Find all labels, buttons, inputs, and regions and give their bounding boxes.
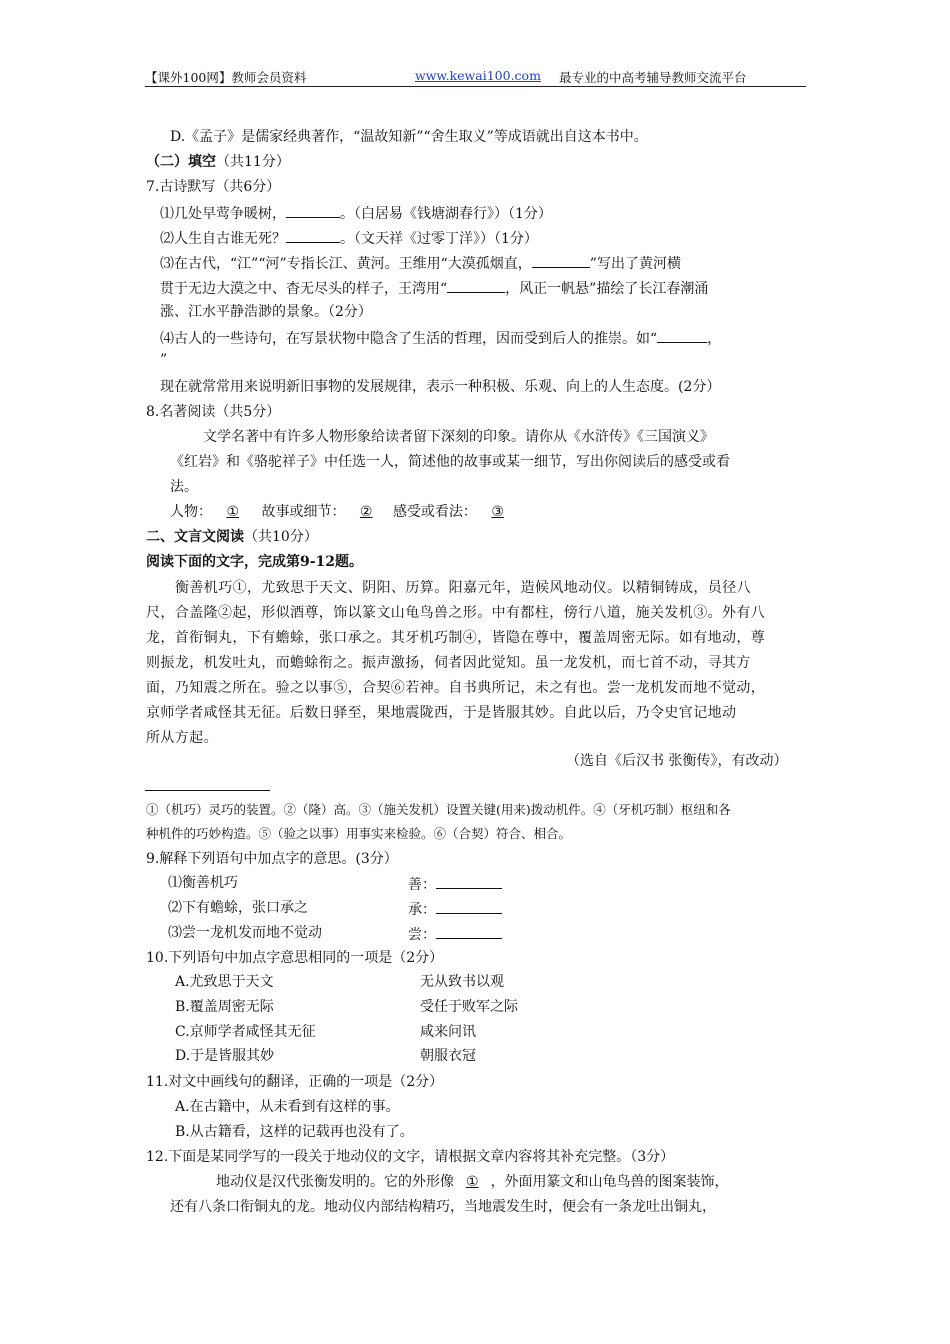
- q9-2: ⑵下有蟾蜍，张口承之: [168, 900, 308, 916]
- q7-title: 7.古诗默写（共6分）: [146, 179, 281, 195]
- q7-3-line1: [160, 252, 681, 274]
- q8-prompt-2: 《红岩》和《骆驼祥子》中任选一人，简述他的故事或某一细节，写出你阅读后的感受或看: [170, 454, 730, 470]
- q9-1: ⑴衡善机巧: [168, 875, 238, 891]
- passage-line-4: 则振龙，机发吐丸，而蟾蜍衔之。振声激扬，伺者因此觉知。虽一龙发机，而七首不动，寻其方: [146, 655, 751, 671]
- q9-2-key: 承：: [408, 902, 436, 918]
- q10-option-a[interactable]: A.尤致思于天文: [175, 974, 274, 990]
- q9-3: ⑶尝一龙机发而地不觉动: [168, 925, 322, 941]
- q12-line-1: [216, 1172, 729, 1192]
- q10-option-c[interactable]: C.京师学者咸怪其无征: [175, 1024, 316, 1040]
- q7-4-line1: [160, 327, 721, 349]
- q7-2-source: 。（文天祥《过零丁洋》）（1分）: [340, 231, 538, 247]
- q8-story-blank[interactable]: ②: [359, 504, 373, 520]
- q7-1: [160, 202, 552, 224]
- passage-line-6: 京师学者咸怪其无征。后数日驿至，果地震陇西，于是皆服其妙。自此以后，乃令史官记地动: [146, 705, 737, 721]
- q7-1-blank[interactable]: [286, 202, 340, 218]
- q8-title: 8.名著阅读（共5分）: [146, 404, 281, 420]
- q7-3-text-c: 贯于无边大漠之中、杳无尽头的样子，王湾用“: [160, 281, 448, 297]
- passage-source: （选自《后汉书 张衡传》，有改动）: [566, 753, 788, 769]
- passage-line-5: 面，乃知震之所在。验之以事⑤，合契⑥若神。自书典所记，未之有也。尝一龙机发而地不觉动，: [146, 680, 766, 696]
- section-fill-blank: [146, 152, 290, 172]
- footnote-divider: [145, 790, 270, 791]
- q7-3-text-a: ⑶在古代，“江”“河”专指长江、黄河。王维用“大漠孤烟直，: [160, 256, 532, 272]
- q9-3-key: 尝：: [408, 927, 436, 943]
- q9-title: 9.解释下列语句中加点字的意思。(3分）: [146, 851, 398, 867]
- q8-feeling-blank[interactable]: ③: [491, 504, 504, 520]
- q12-blank-1[interactable]: ①: [466, 1174, 479, 1190]
- section-classical-score: （共10分）: [244, 529, 318, 545]
- q10-option-d-compare: 朝服衣冠: [420, 1048, 476, 1064]
- q9-3-blank[interactable]: [436, 923, 502, 939]
- q7-1-text: ⑴几处早莺争暖树，: [160, 206, 286, 222]
- q7-3-blank-2[interactable]: [447, 277, 505, 293]
- q12-line-2: 还有八条口衔铜丸的龙。地动仪内部结构精巧，当地震发生时，便会有一条龙吐出铜丸，: [170, 1199, 716, 1215]
- q9-1-blank[interactable]: [436, 873, 502, 889]
- q10-option-b[interactable]: B.覆盖周密无际: [175, 999, 274, 1015]
- reading-instruction: 阅读下面的文字，完成第9-12题。: [146, 554, 364, 570]
- q7-4-text-a: ⑷古人的一些诗句，在写景状物中隐含了生活的哲理，因而受到后人的推崇。如“: [160, 331, 658, 347]
- q8-answer-row: [170, 502, 514, 522]
- passage-line-7: 所从方起。: [146, 730, 218, 746]
- q11-title: 11.对文中画线句的翻译，正确的一项是（2分）: [146, 1074, 444, 1090]
- passage-line-2: 尺，合盖隆②起，形似酒尊，饰以篆文山龟鸟兽之形。中有都柱，傍行八道，施关发机③。外有八: [146, 605, 766, 621]
- q7-4-quote-close: ”: [160, 352, 168, 368]
- q12-text-c: ，外面用篆文和山龟鸟兽的图案装饰，: [490, 1174, 729, 1190]
- q8-story-label: 故事或细节：: [261, 504, 346, 520]
- section-fill-blank-score: （共11分）: [216, 154, 290, 170]
- option-d: D.《孟子》是儒家经典著作，“温故知新”“舍生取义”等成语就出自这本书中。: [170, 129, 648, 145]
- q7-3-blank-1[interactable]: [532, 252, 590, 268]
- footnote-line-1: ①（机巧）灵巧的装置。②（隆）高。③（施关发机）设置关键(用来)拨动机件。④（牙机巧制）枢纽和各: [146, 802, 731, 817]
- q11-option-b[interactable]: B.从古籍看，这样的记载再也没有了。: [175, 1124, 414, 1140]
- q12-title: 12.下面是某同学写的一段关于地动仪的文字，请根据文章内容将其补充完整。（3分）: [146, 1149, 675, 1165]
- q8-person-blank[interactable]: ①: [226, 504, 240, 520]
- q7-3-line3: 涨、江水平静浩渺的景象。（2分）: [160, 304, 372, 320]
- q12-text-a: 地动仪是汉代张衡发明的。它的外形像: [216, 1174, 454, 1190]
- q7-2-text: ⑵人生自古谁无死？: [160, 231, 286, 247]
- q8-feeling-label: 感受或看法：: [392, 504, 477, 520]
- q9-2-answer: [408, 898, 502, 920]
- q9-2-blank[interactable]: [436, 898, 502, 914]
- q7-2-blank[interactable]: [286, 227, 340, 243]
- q11-option-a[interactable]: A.在古籍中，从未看到有这样的事。: [175, 1099, 400, 1115]
- q10-option-a-compare: 无从致书以观: [420, 974, 504, 990]
- header-left-text: 【课外100网】教师会员资料: [145, 70, 307, 85]
- q10-option-b-compare: 受任于败军之际: [420, 999, 518, 1015]
- section-classical-title: 二、文言文阅读: [146, 529, 244, 545]
- q10-option-d[interactable]: D.于是皆服其妙: [175, 1048, 275, 1064]
- q9-1-key: 善：: [408, 877, 436, 893]
- q8-prompt-3: 法。: [170, 479, 198, 495]
- q8-person-label: 人物：: [170, 504, 212, 520]
- passage-line-1: 衡善机巧①，尤致思于天文、阴阳、历算。阳嘉元年，造候风地动仪。以精铜铸成，员径八: [175, 580, 751, 596]
- q7-1-source: 。（白居易《钱塘湖春行》）（1分）: [340, 206, 552, 222]
- q7-4-line3: 现在就常常用来说明新旧事物的发展规律，表示一种积极、乐观、向上的人生态度。(2分）: [160, 379, 721, 395]
- q9-3-answer: [408, 923, 502, 945]
- section-classical: [146, 527, 318, 547]
- q7-3-text-b: ”写出了黄河横: [589, 256, 681, 272]
- q7-4-blank[interactable]: [657, 327, 707, 343]
- q7-3-line2: [160, 277, 708, 299]
- header-right-text: 最专业的中高考辅导教师交流平台: [559, 70, 747, 85]
- footnote-line-2: 种机件的巧妙构造。⑤（验之以事）用事实来检验。⑥（合契）符合、相合。: [146, 826, 572, 841]
- q7-3-text-d: ，风正一帆悬”描绘了长江春潮涌: [505, 281, 709, 297]
- q10-title: 10.下列语句中加点字意思相同的一项是（2分）: [146, 950, 444, 966]
- q9-1-answer: [408, 873, 502, 895]
- page-header: [145, 64, 806, 87]
- q10-option-c-compare: 咸来问讯: [420, 1024, 476, 1040]
- header-link[interactable]: www.kewai100.com: [415, 68, 541, 83]
- passage-line-3: 龙，首衔铜丸，下有蟾蜍，张口承之。其牙机巧制④，皆隐在尊中，覆盖周密无际。如有地动，尊: [146, 630, 766, 646]
- section-fill-blank-title: （二）填空: [146, 154, 216, 170]
- q7-2: [160, 227, 538, 249]
- q8-prompt-1: 文学名著中有许多人物形象给读者留下深刻的印象。请你从《水浒传》《三国演义》: [203, 429, 714, 445]
- q7-4-comma: ，: [707, 331, 722, 347]
